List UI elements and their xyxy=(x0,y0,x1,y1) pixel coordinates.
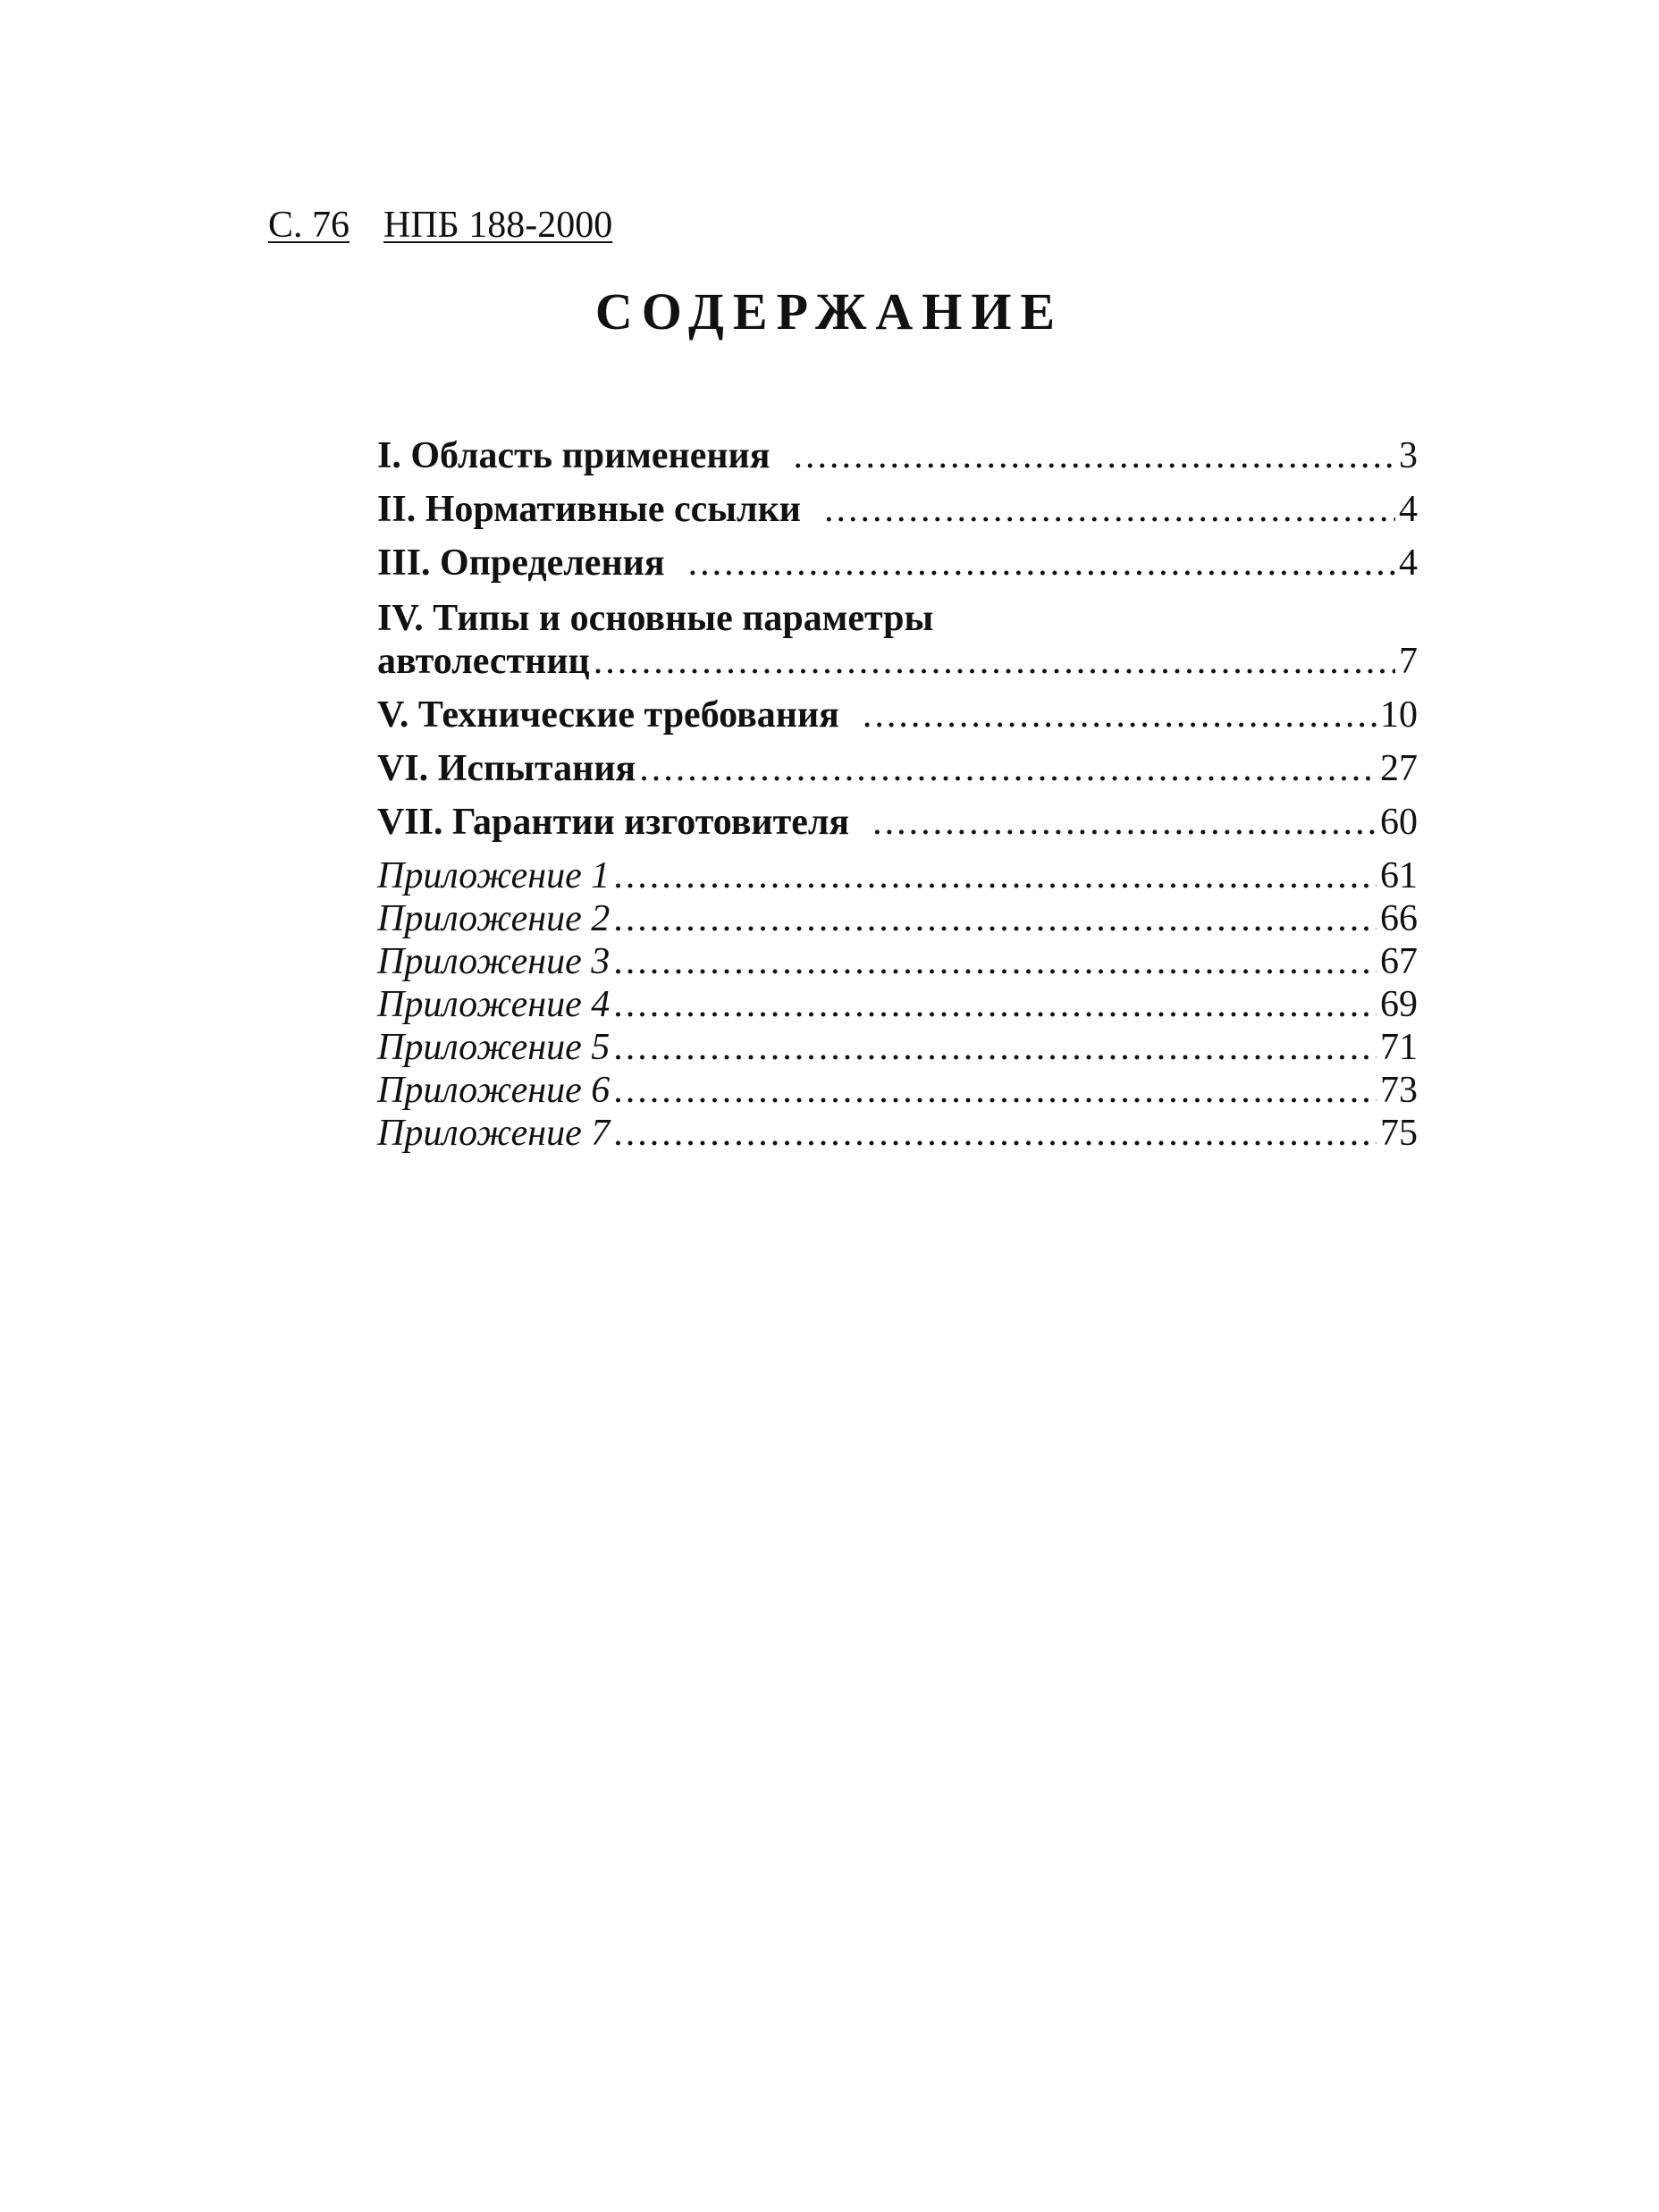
dot-leader xyxy=(613,1069,1377,1112)
toc-entry-page: 7 xyxy=(1399,641,1418,682)
toc-entry-label: Приложение 3 xyxy=(377,941,611,982)
dot-leader xyxy=(613,854,1377,897)
toc-entry-page: 67 xyxy=(1380,941,1418,982)
toc-entry-appendix-7[interactable] xyxy=(377,1112,1418,1155)
toc-entry-page: 4 xyxy=(1399,489,1418,530)
dot-leader xyxy=(793,434,1395,477)
toc-entry-warranty[interactable] xyxy=(377,801,1418,844)
toc-entry-page: 10 xyxy=(1380,694,1418,736)
dot-leader xyxy=(613,1026,1377,1069)
toc-entry-definitions[interactable] xyxy=(377,542,1418,585)
dot-leader xyxy=(613,983,1377,1026)
toc-entry-appendix-4[interactable] xyxy=(377,983,1418,1026)
dot-leader xyxy=(613,940,1377,983)
dot-leader xyxy=(863,694,1377,736)
toc-entry-label: VI. Испытания xyxy=(377,748,636,789)
toc-entry-technical-requirements[interactable] xyxy=(377,694,1418,736)
toc-entry-normative-references[interactable] xyxy=(377,488,1418,531)
toc-entry-page: 66 xyxy=(1380,898,1418,939)
dot-leader xyxy=(613,1112,1377,1155)
dot-leader xyxy=(688,542,1395,585)
toc-entry-label: I. Область применения xyxy=(377,435,771,476)
document-code: НПБ 188-2000 xyxy=(383,205,613,246)
toc-entry-label: Приложение 6 xyxy=(377,1070,611,1111)
toc-entry-types-line1[interactable] xyxy=(377,597,1418,640)
page-header xyxy=(268,202,612,248)
toc-entry-appendix-2[interactable] xyxy=(377,897,1418,940)
toc-entry-label: III. Определения xyxy=(377,542,665,584)
toc-entry-types[interactable] xyxy=(377,640,1418,683)
toc-entry-page: 69 xyxy=(1380,984,1418,1025)
toc-entry-label: IV. Типы и основные параметры xyxy=(377,598,934,639)
toc-entry-label: VII. Гарантии изготовителя xyxy=(377,802,850,843)
toc-entry-page: 71 xyxy=(1380,1027,1418,1068)
toc-entry-label: Приложение 4 xyxy=(377,984,611,1025)
toc-entry-label: автолестниц xyxy=(377,641,590,682)
toc-entry-label: Приложение 5 xyxy=(377,1027,611,1068)
toc-entry-label: V. Технические требования xyxy=(377,694,839,736)
toc-entry-page: 75 xyxy=(1380,1113,1418,1154)
toc-entry-appendix-6[interactable] xyxy=(377,1069,1418,1112)
dot-leader xyxy=(594,640,1395,683)
toc-entry-page: 60 xyxy=(1380,802,1418,843)
toc-title: СОДЕРЖАНИЕ xyxy=(594,282,1065,341)
dot-leader xyxy=(613,897,1377,940)
toc-entry-page: 27 xyxy=(1380,748,1418,789)
toc-entry-appendix-3[interactable] xyxy=(377,940,1418,983)
dot-leader xyxy=(824,488,1395,531)
toc-entry-appendix-5[interactable] xyxy=(377,1026,1418,1069)
toc-entry-appendix-1[interactable] xyxy=(377,854,1418,897)
toc-entry-label: II. Нормативные ссылки xyxy=(377,489,801,530)
toc-entry-label: Приложение 1 xyxy=(377,855,611,896)
toc-entry-tests[interactable] xyxy=(377,747,1418,790)
toc-entry-page: 3 xyxy=(1399,435,1418,476)
page-number: С. 76 xyxy=(268,205,350,246)
toc-entry-scope[interactable] xyxy=(377,434,1418,477)
toc-entry-label: Приложение 2 xyxy=(377,898,611,939)
toc-entry-page: 4 xyxy=(1399,542,1418,584)
dot-leader xyxy=(639,747,1377,790)
toc-entry-page: 73 xyxy=(1380,1070,1418,1111)
toc-entry-label: Приложение 7 xyxy=(377,1113,611,1154)
dot-leader xyxy=(872,801,1377,844)
toc-entry-page: 61 xyxy=(1380,855,1418,896)
